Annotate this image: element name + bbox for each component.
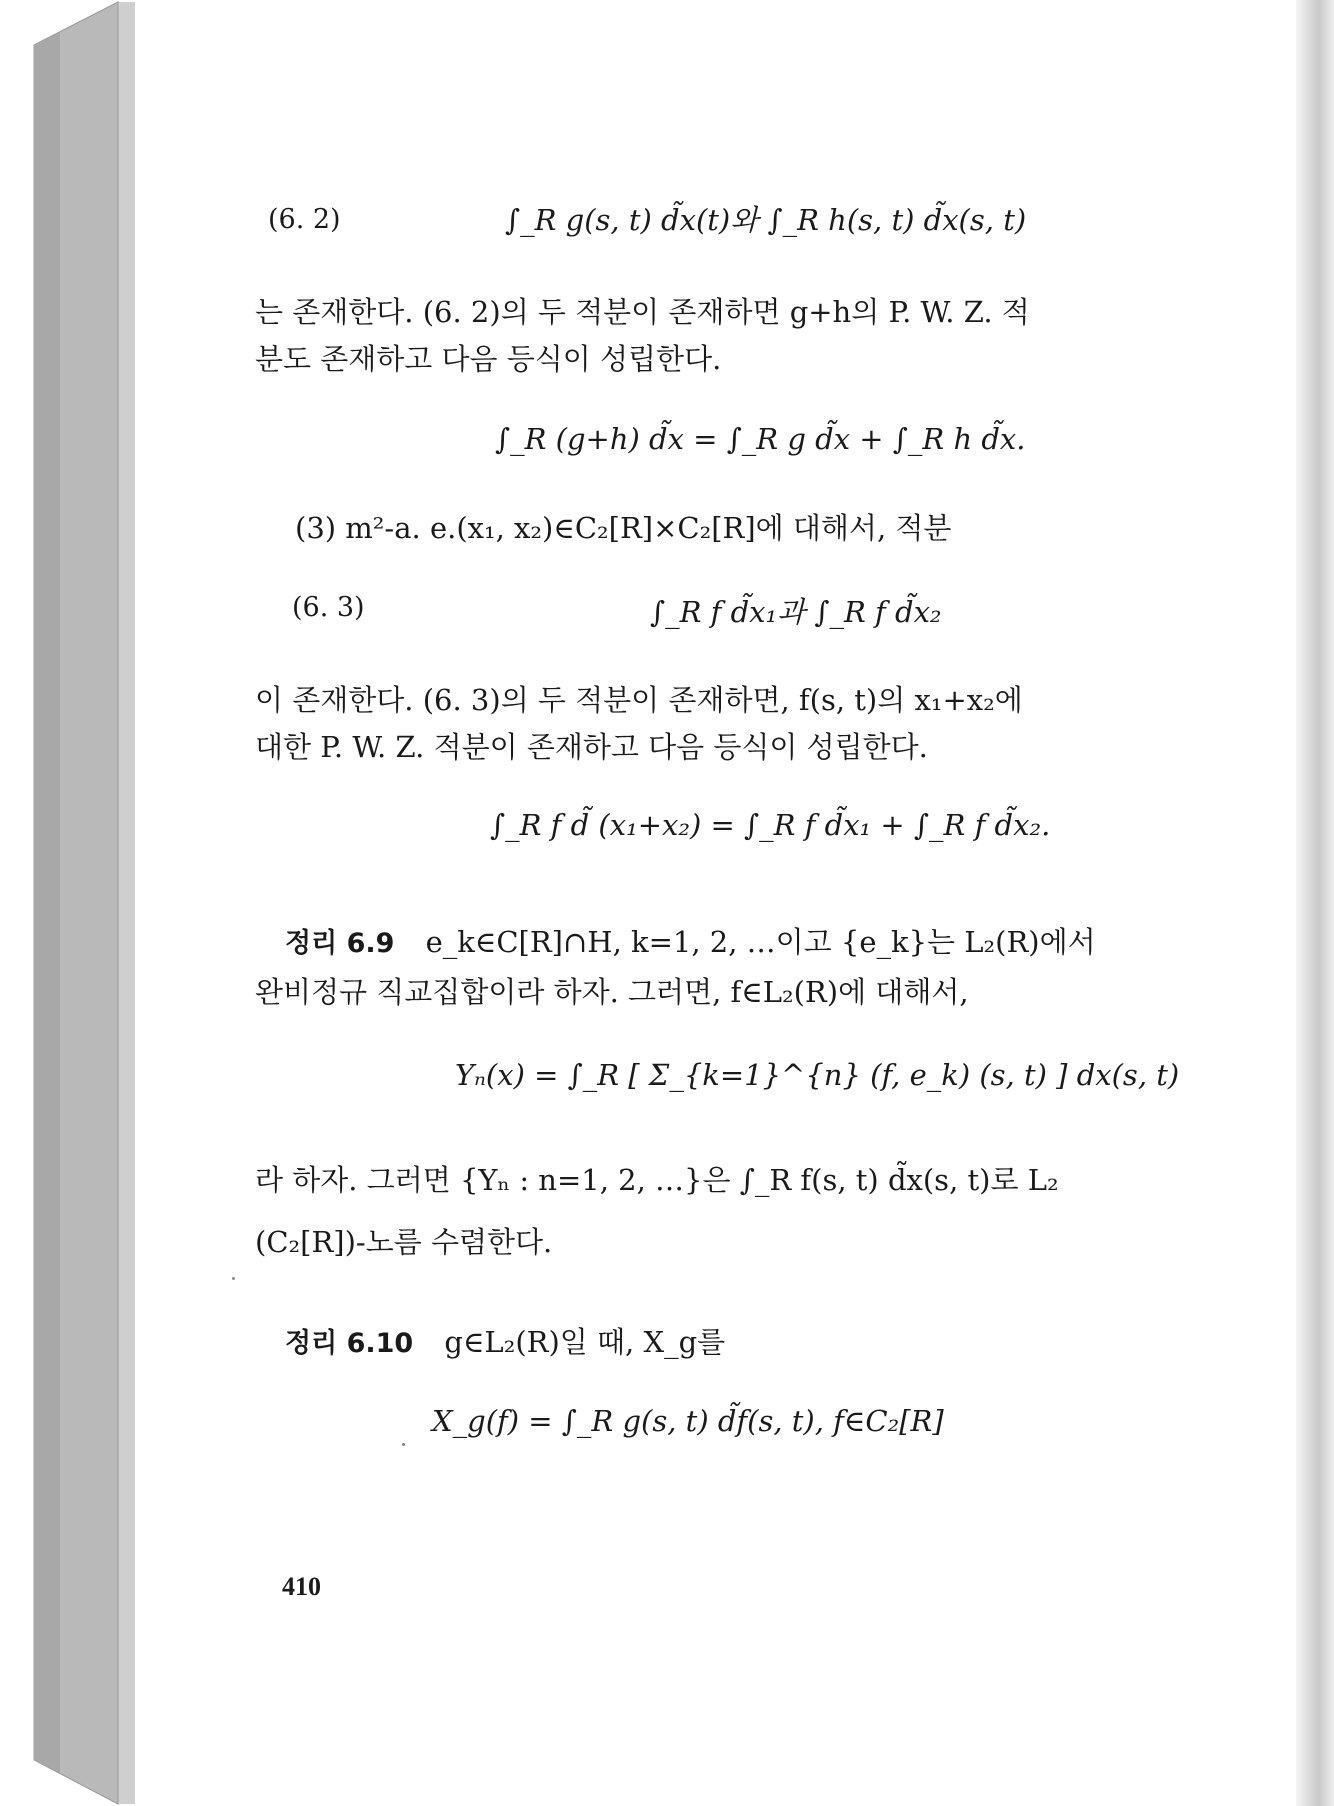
paragraph-3-line-1: 라 하자. 그러면 {Yₙ : n=1, 2, …}은 ∫_R f(s, t) d̃x(s, t)로 L₂	[255, 1163, 1059, 1197]
paragraph-2-line-2: 대한 P. W. Z. 적분이 존재하고 다음 등식이 성립한다.	[255, 730, 928, 764]
paragraph-3-line-2: (C₂[R])-노름 수렴한다.	[255, 1225, 553, 1259]
equation-6-2: ∫_R g(s, t) d̃x(t)와 ∫_R h(s, t) d̃x(s, t)	[505, 203, 1027, 237]
page-number: 410	[282, 1572, 321, 1601]
speck	[402, 1443, 405, 1446]
equation-6-3: ∫_R f d̃x₁과 ∫_R f d̃x₂	[650, 595, 942, 629]
equation-Yn: Yₙ(x) = ∫_R [ Σ_{k=1}^{n} (f, e_k) (s, t) ] dx(s, t)	[455, 1058, 1180, 1092]
equation-number-6-3: (6. 3)	[292, 592, 365, 623]
theorem-6-9-label: 정리 6.9	[285, 928, 395, 959]
equation-linearity-x1-x2: ∫_R f d̃ (x₁+x₂) = ∫_R f d̃x₁ + ∫_R f d̃x₂.	[490, 808, 1051, 842]
page-edge-shadow	[1296, 0, 1334, 1806]
item-3: (3) m²-a. e.(x₁, x₂)∈C₂[R]×C₂[R]에 대해서, 적분	[295, 511, 952, 545]
theorem-6-9-statement: e_k∈C[R]∩H, k=1, 2, …이고 {e_k}는 L₂(R)에서	[425, 925, 1096, 959]
equation-number-6-2: (6. 2)	[268, 204, 341, 235]
paragraph-1-line-1: 는 존재한다. (6. 2)의 두 적분이 존재하면 g+h의 P. W. Z. 적	[255, 295, 1030, 329]
theorem-6-10-line-1	[285, 1322, 725, 1364]
theorem-6-9-line-1	[285, 922, 1096, 964]
equation-linearity-g-h: ∫_R (g+h) d̃x = ∫_R g d̃x + ∫_R h d̃x.	[495, 422, 1026, 456]
theorem-6-9-line-2: 완비정규 직교집합이라 하자. 그러면, f∈L₂(R)에 대해서,	[255, 975, 969, 1009]
speck	[232, 1277, 235, 1280]
book-spine	[0, 0, 140, 1806]
equation-Xg: X_g(f) = ∫_R g(s, t) d̃f(s, t), f∈C₂[R]	[432, 1404, 944, 1438]
theorem-6-10-label: 정리 6.10	[285, 1328, 414, 1359]
theorem-6-10-statement: g∈L₂(R)일 때, X_g를	[444, 1325, 726, 1359]
paragraph-1-line-2: 분도 존재하고 다음 등식이 성립한다.	[255, 342, 722, 376]
paragraph-2-line-1: 이 존재한다. (6. 3)의 두 적분이 존재하면, f(s, t)의 x₁+x₂에	[255, 683, 1023, 717]
book-page	[135, 2, 1316, 1802]
